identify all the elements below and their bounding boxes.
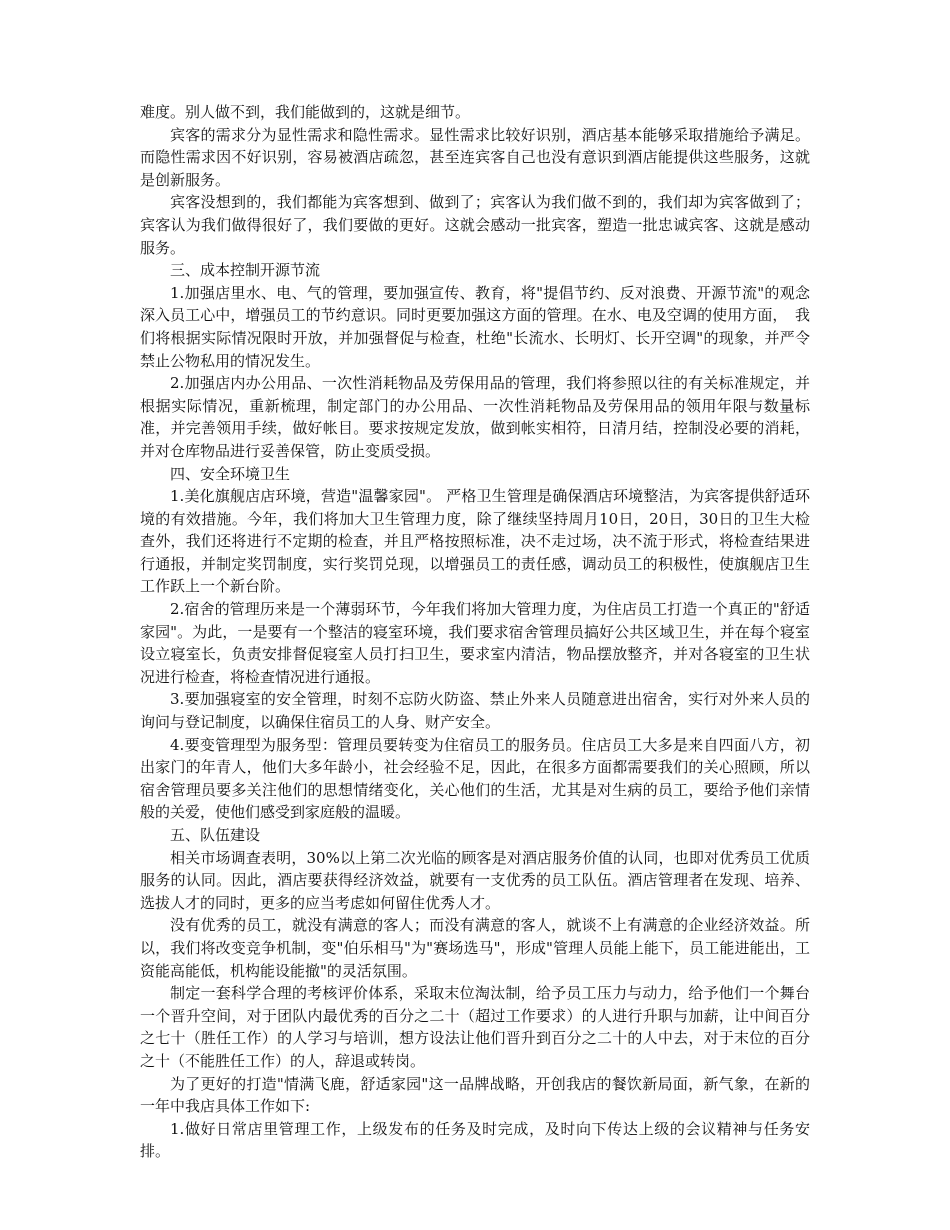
paragraph: 3.要加强寝室的安全管理，时刻不忘防火防盗、禁止外来人员随意进出宿舍，实行对外来人员的询问与登记制度，以确保住宿员工的人身、财产安全。 [140, 690, 810, 732]
paragraph: 制定一套科学合理的考核评价体系，采取末位淘汰制，给予员工压力与动力，给予他们一个舞台一个晋升空间，对于团队内最优秀的百分之二十（超过工作要求）的人进行升职与加薪，让中间百分之七十（胜任工作）的人学习与培训，想方设法让他们晋升到百分之二十的人中去，对于末位的百分之十（不能胜任工作）的人，辞退或转岗。 [140, 984, 810, 1070]
paragraph: 1.做好日常店里管理工作，上级发布的任务及时完成，及时向下传达上级的会议精神与任务安排。 [140, 1119, 810, 1161]
paragraph: 4.要变管理型为服务型：管理员要转变为住宿员工的服务员。住店员工大多是来自四面八方，初出家门的年青人，他们大多年龄小，社会经验不足，因此，在很多方面都需要我们的关心照顾，所以宿舍管理员要多关注他们的思想情绪变化，关心他们的生活，尤其是对生病的员工，要给予他们亲情般的关爱，使他们感受到家庭般的温暖。 [140, 735, 810, 822]
paragraph: 2.宿舍的管理历来是一个薄弱环节，今年我们将加大管理力度，为住店员工打造一个真正的"舒适家园"。为此，一是要有一个整洁的寝室环境，我们要求宿舍管理员搞好公共区域卫生，并在每个寝室设立寝室长，负责安排督促寝室人员打扫卫生，要求室内清洁，物品摆放整齐，并对各寝室的卫生状况进行检查，将检查情况进行通报。 [140, 600, 810, 686]
paragraph: 相关市场调查表明，30%以上第二次光临的顾客是对酒店服务价值的认同，也即对优秀员工优质服务的认同。因此，酒店要获得经济效益，就要有一支优秀的员工队伍。酒店管理者在发现、培养、选拔人才的同时，更多的应当考虑如何留住优秀人才。 [140, 848, 810, 912]
paragraph: 为了更好的打造"情满飞鹿，舒适家园"这一品牌战略，开创我店的餐饮新局面，新气象，在新的一年中我店具体工作如下: [140, 1074, 810, 1116]
paragraph: 宾客没想到的，我们都能为宾客想到、做到了；宾客认为我们做不到的，我们却为宾客做到了；宾客认为我们做得很好了，我们要做的更好。这就会感动一批宾客，塑造一批忠诚宾客、这就是感动服务。 [140, 193, 810, 257]
document-body [140, 101, 810, 1163]
paragraph: 1.加强店里水、电、气的管理，要加强宣传、教育，将"提倡节约、反对浪费、开源节流"的观念深入员工心中，增强员工的节约意识。同时更要加强这方面的管理。在水、电及空调的使用方面， 我们将根据实际情况限时开放，并加强督促与检查，杜绝"长流水、长明灯、长开空调"的现象，并严令禁止公物私用的情况发生。 [140, 283, 810, 370]
paragraph: 宾客的需求分为显性需求和隐性需求。显性需求比较好识别，酒店基本能够采取措施给予满足。而隐性需求因不好识别，容易被酒店疏忽，甚至连宾客自己也没有意识到酒店能提供这些服务，这就是创新服务。 [140, 125, 810, 189]
section-heading-safety-hygiene: 四、安全环境卫生 [170, 464, 291, 483]
paragraph: 没有优秀的员工，就没有满意的客人；而没有满意的客人，就谈不上有满意的企业经济效益。所以，我们将改变竞争机制，变"伯乐相马"为"赛场选马"，形成"管理人员能上能下，员工能进能出，工资能高能低，机构能设能撤"的灵活氛围。 [140, 916, 810, 980]
section-heading-team-building: 五、队伍建设 [170, 826, 261, 844]
section-heading-cost-control: 三、成本控制开源节流 [170, 261, 321, 280]
paragraph-continuation: 难度。别人做不到，我们能做到的，这就是细节。 [140, 103, 471, 121]
paragraph: 1.美化旗舰店店环境，营造"温馨家园"。 严格卫生管理是确保酒店环境整洁，为宾客提供舒适环境的有效措施。今年，我们将加大卫生管理力度，除了继续坚持周月10日，20日，30日的卫生大检查外，我们还将进行不定期的检查，并且严格按照标准，决不走过场，决不流于形式，将检查结果进行通报，并制定奖罚制度，实行奖罚兑现，以增强员工的责任感，调动员工的积极性，使旗舰店卫生工作跃上一个新台阶。 [140, 487, 810, 596]
paragraph: 2.加强店内办公用品、一次性消耗物品及劳保用品的管理，我们将参照以往的有关标准规定，并根据实际情况，重新梳理，制定部门的办公用品、一次性消耗物品及劳保用品的领用年限与数量标准，并完善领用手续，做好帐目。要求按规定发放，做到帐实相符，日清月结，控制没必要的消耗，并对仓库物品进行妥善保管，防止变质受损。 [140, 374, 810, 460]
